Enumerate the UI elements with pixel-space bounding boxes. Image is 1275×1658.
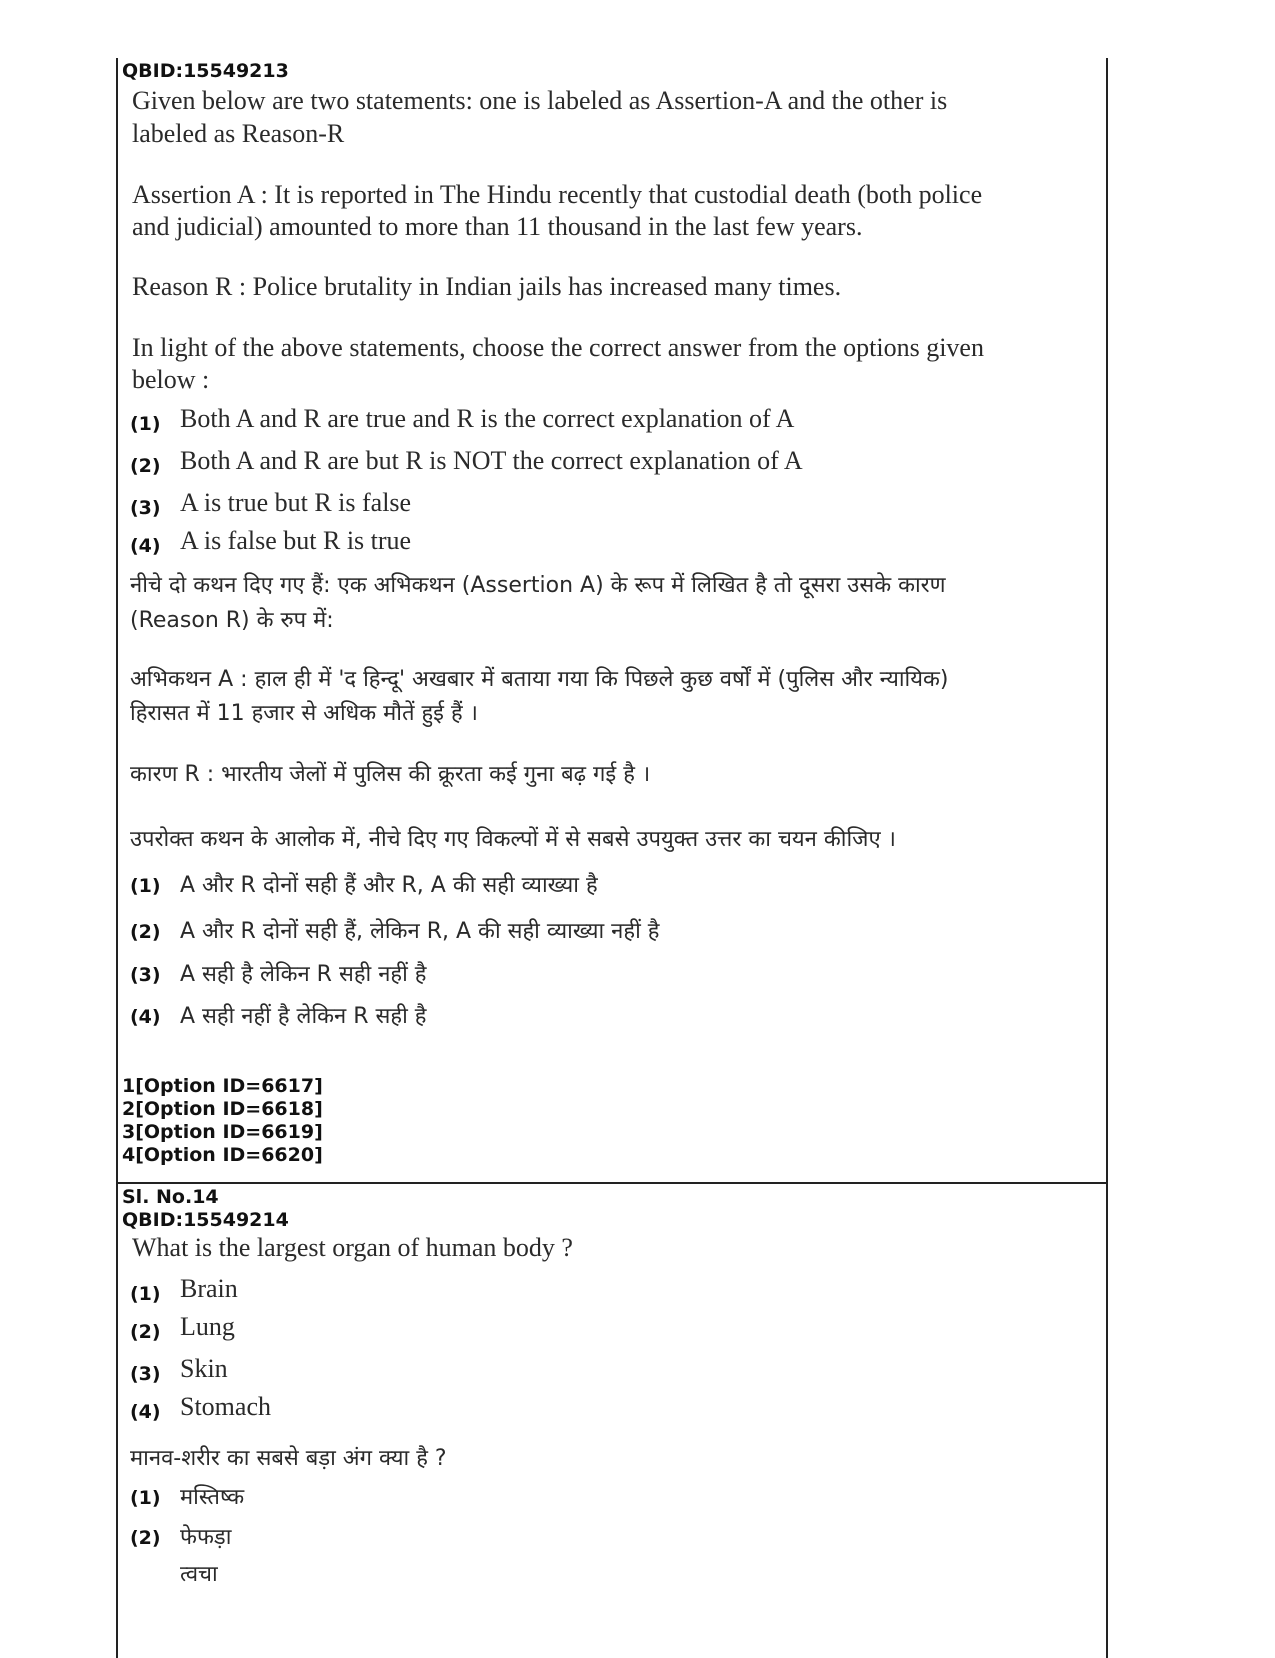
option-number: (2) xyxy=(130,1527,161,1549)
serial-number: Sl. No.14 xyxy=(122,1186,219,1208)
option-text: A is false but R is true xyxy=(180,526,412,555)
option-text: Both A and R are true and R is the correct explanation of A xyxy=(180,404,795,433)
option-number: (1) xyxy=(130,1487,161,1509)
option-text: Lung xyxy=(180,1312,235,1341)
option-id: 2[Option ID=6618] xyxy=(122,1098,323,1120)
option-number: (2) xyxy=(130,921,161,943)
option-text: त्वचा xyxy=(180,1562,218,1587)
option-number: (1) xyxy=(130,413,161,435)
option-text: A is true but R is false xyxy=(180,488,412,517)
hi-assertion-line-2: हिरासत में 11 हजार से अधिक मौतें हुई हैं । xyxy=(130,701,478,726)
qbid-label: QBID:15549214 xyxy=(122,1209,289,1231)
option-text: A सही है लेकिन R सही नहीं है xyxy=(180,962,427,987)
option-id: 1[Option ID=6617] xyxy=(122,1075,323,1097)
hi-question: मानव-शरीर का सबसे बड़ा अंग क्या है ? xyxy=(130,1446,447,1471)
option-text: Stomach xyxy=(180,1392,271,1421)
option-number: (3) xyxy=(130,1363,161,1385)
hi-reason: कारण R : भारतीय जेलों में पुलिस की क्रूरता कई गुना बढ़ गई है । xyxy=(130,762,651,787)
qbid-label: QBID:15549213 xyxy=(122,60,289,82)
option-number: (2) xyxy=(130,1321,161,1343)
option-text: A और R दोनों सही हैं और R, A की सही व्याख्या है xyxy=(180,873,598,898)
en-intro-line-2: labeled as Reason-R xyxy=(132,119,345,148)
hi-instruction: उपरोक्त कथन के आलोक में, नीचे दिए गए विकल्पों में से सबसे उपयुक्त उत्तर का चयन कीजिए । xyxy=(130,827,896,852)
en-question: What is the largest organ of human body ? xyxy=(132,1233,573,1262)
en-reason: Reason R : Police brutality in Indian jails has increased many times. xyxy=(132,272,842,301)
option-id: 3[Option ID=6619] xyxy=(122,1121,323,1143)
question-divider xyxy=(116,1182,1106,1184)
option-text: Brain xyxy=(180,1274,238,1303)
en-instruction-line-2: below : xyxy=(132,365,210,394)
en-intro-line-1: Given below are two statements: one is labeled as Assertion-A and the other is xyxy=(132,86,948,115)
en-instruction-line-1: In light of the above statements, choose the correct answer from the options given xyxy=(132,333,984,362)
option-number: (2) xyxy=(130,455,161,477)
option-text: फेफड़ा xyxy=(180,1525,232,1550)
option-id: 4[Option ID=6620] xyxy=(122,1144,323,1166)
option-number: (4) xyxy=(130,1006,161,1028)
option-number: (4) xyxy=(130,535,161,557)
option-number: (1) xyxy=(130,1283,161,1305)
en-assertion-line-1: Assertion A : It is reported in The Hindu recently that custodial death (both police xyxy=(132,180,983,209)
hi-assertion-line-1: अभिकथन A : हाल ही में 'द हिन्दू' अखबार में बताया गया कि पिछले कुछ वर्षों में (पुलिस और न्यायिक) xyxy=(130,667,949,692)
option-text: मस्तिष्क xyxy=(180,1485,245,1510)
option-text: A और R दोनों सही हैं, लेकिन R, A की सही व्याख्या नहीं है xyxy=(180,919,660,944)
option-number: (3) xyxy=(130,964,161,986)
hi-intro-line-2: (Reason R) के रुप में: xyxy=(130,608,334,633)
option-number: (4) xyxy=(130,1401,161,1423)
hi-intro-line-1: नीचे दो कथन दिए गए हैं: एक अभिकथन (Assertion A) के रूप में लिखित है तो दूसरा उसके कारण xyxy=(130,573,946,598)
option-number: (1) xyxy=(130,875,161,897)
option-text: Skin xyxy=(180,1354,228,1383)
option-text: Both A and R are but R is NOT the correct explanation of A xyxy=(180,446,803,475)
option-number: (3) xyxy=(130,497,161,519)
option-text: A सही नहीं है लेकिन R सही है xyxy=(180,1004,427,1029)
en-assertion-line-2: and judicial) amounted to more than 11 thousand in the last few years. xyxy=(132,212,863,241)
